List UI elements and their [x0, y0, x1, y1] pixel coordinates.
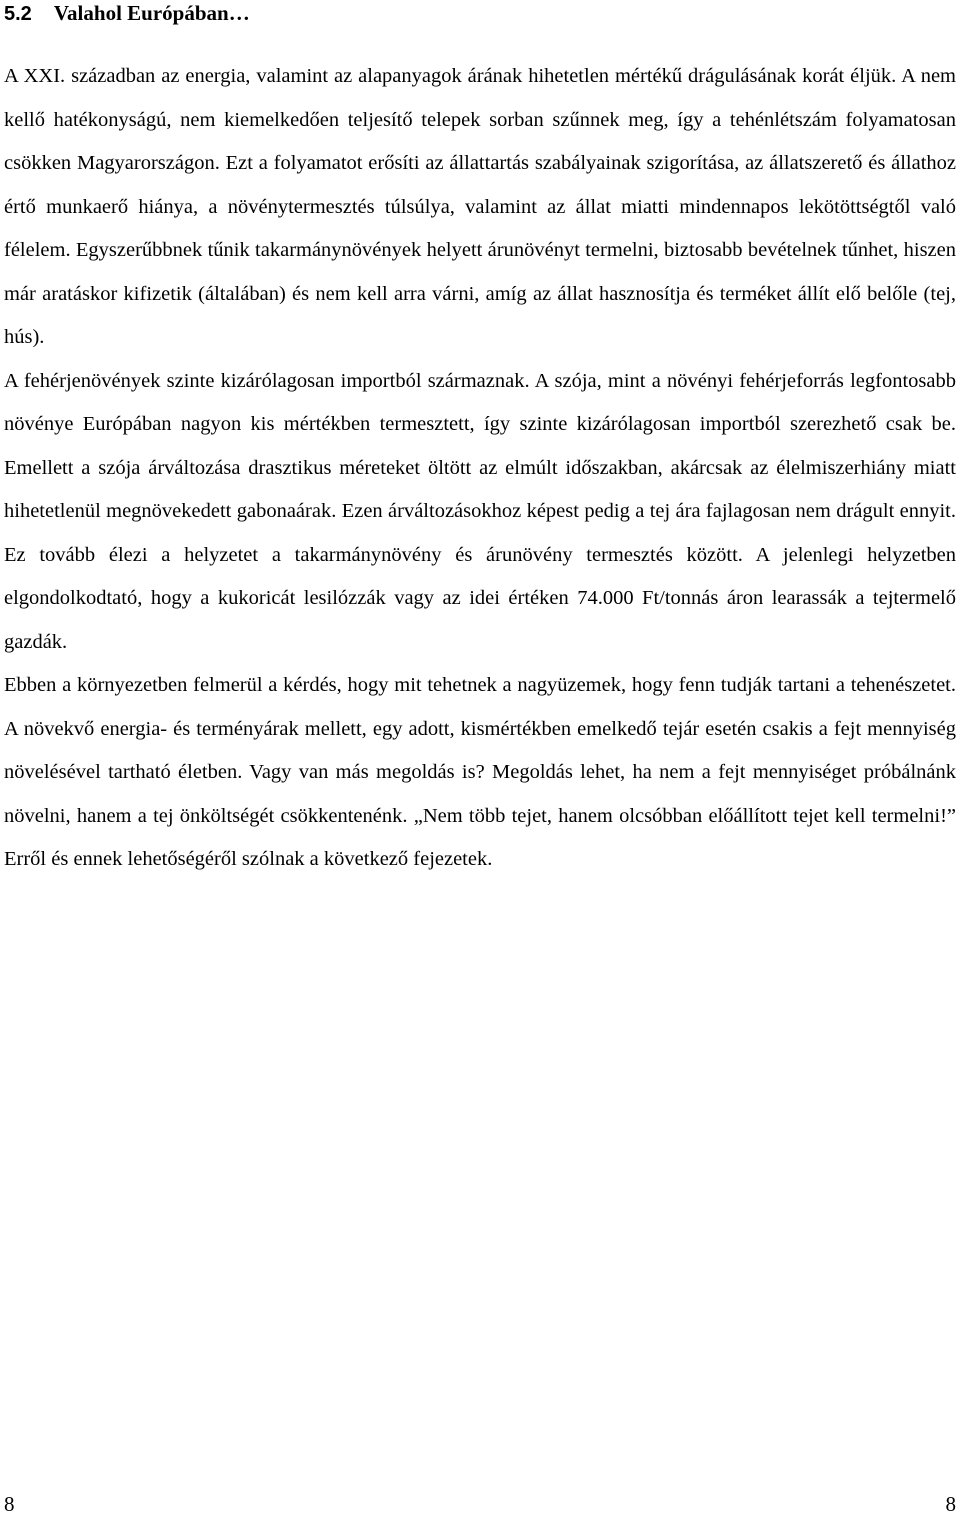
- paragraph-3: Ebben a környezetben felmerül a kérdés, hogy mit tehetnek a nagyüzemek, hogy fenn tudják tartani a tehenészetet. A növekvő energia- és terményárak mellett, egy adott, kismértékben emelkedő tejár esetén csakis a fejt mennyiség növelésével tartható életben. Vagy van más megoldás is? Megoldás lehet, ha nem a fejt mennyiséget próbálnánk növelni, hanem a tej önköltségét csökkentenénk. „Nem több tejet, hanem olcsóbban előállított tejet kell termelni!” Erről és ennek lehetőségéről szólnak a következő fejezetek.: [4, 674, 956, 870]
- section-number: 5.2: [4, 3, 32, 25]
- section-heading: [4, 0, 250, 27]
- page-number-left: 8: [4, 1492, 15, 1516]
- section-title: Valahol Európában…: [53, 1, 250, 25]
- paragraph-2: A fehérjenövények szinte kizárólagosan importból származnak. A szója, mint a növényi fehérjeforrás legfontosabb növénye Európában nagyon kis mértékben termesztett, így szinte kizárólagosan importból szerezhető csak be. Emellett a szója árváltozása drasztikus méreteket öltött az elmúlt időszakban, akárcsak az élelmiszerhiány miatt hihetetlenül megnövekedett gabonaárak. Ezen árváltozásokhoz képest pedig a tej ára fajlagosan nem drágult ennyit. Ez tovább élezi a helyzetet a takarmánynövény és árunövény termesztés között. A jelenlegi helyzetben elgondolkodtató, hogy a kukoricát lesilózzák vagy az idei értéken 74.000 Ft/tonnás áron learassák a tejtermelő gazdák.: [4, 369, 956, 653]
- page-number-right: 8: [945, 1492, 956, 1516]
- document-body: [4, 55, 956, 882]
- paragraph-1: A XXI. században az energia, valamint az alapanyagok árának hihetetlen mértékű drágulásának korát éljük. A nem kellő hatékonyságú, nem kiemelkedően teljesítő telepek sorban szűnnek meg, így a tehénlétszám folyamatosan csökken Magyarországon. Ezt a folyamatot erősíti az állattartás szabályainak szigorítása, az állatszerető és állathoz értő munkaerő hiánya, a növénytermesztés túlsúlya, valamint az állat miatti mindennapos lekötöttségtől való félelem. Egyszerűbbnek tűnik takarmánynövények helyett árunövényt termelni, biztosabb bevételnek tűnhet, hiszen már aratáskor kifizetik (általában) és nem kell arra várni, amíg az állat hasznosítja és terméket állít elő belőle (tej, hús).: [4, 65, 956, 348]
